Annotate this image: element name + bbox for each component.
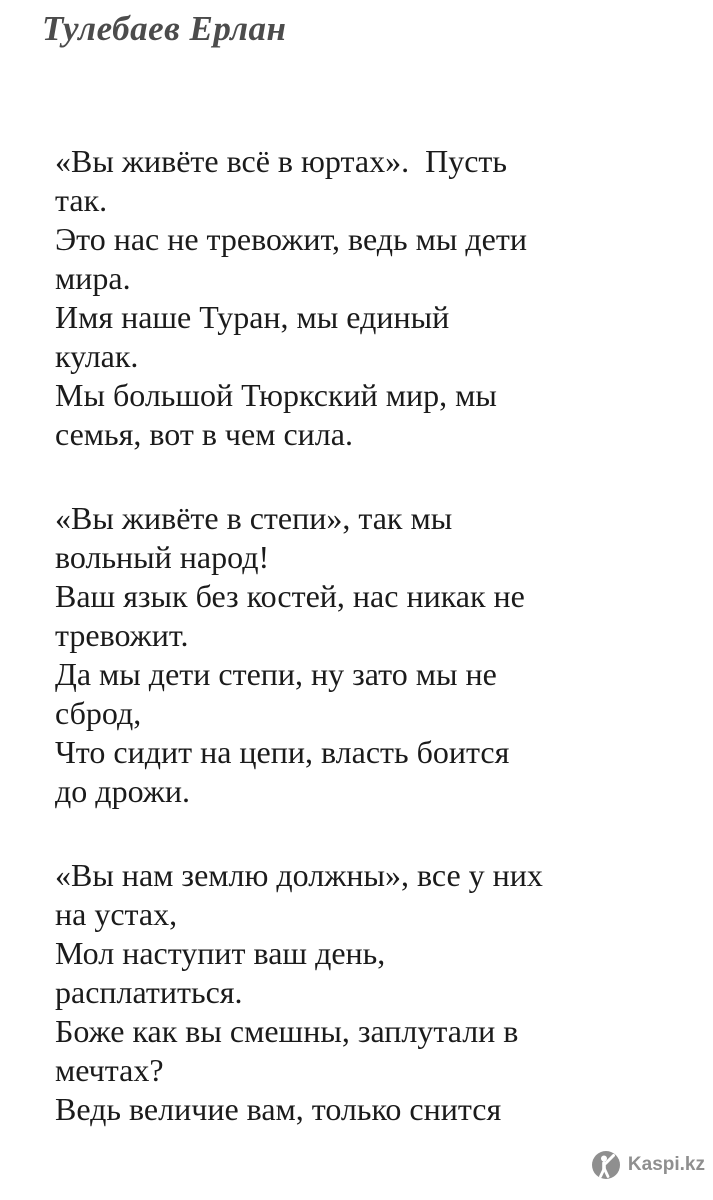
poem-line: на устах, <box>55 896 178 932</box>
page-title: Тулебаев Ерлан <box>42 9 287 48</box>
poem-line: «Вы живёте в степи», так мы <box>55 500 453 536</box>
poem-line: «Вы живёте всё в юртах». Пусть <box>55 143 507 179</box>
poem-line: вольный народ! <box>55 539 270 575</box>
kaspi-logo-icon <box>591 1150 621 1180</box>
stanza <box>55 499 673 811</box>
poem-line: Мы большой Тюркский мир, мы <box>55 377 497 413</box>
poem-line: Что сидит на цепи, власть боится <box>55 734 510 770</box>
kaspi-watermark <box>591 1150 705 1180</box>
watermark-label: Kaspi.kz <box>627 1154 705 1175</box>
poem-line: так. <box>55 182 108 218</box>
poem-line: расплатиться. <box>55 974 243 1010</box>
poem-line: мечтах? <box>55 1052 164 1088</box>
poem-line: до дрожи. <box>55 773 190 809</box>
poem-line: Ваш язык без костей, нас никак не <box>55 578 525 614</box>
poem-line: тревожит. <box>55 617 189 653</box>
poem-line: кулак. <box>55 338 139 374</box>
poem-line: Имя наше Туран, мы единый <box>55 299 450 335</box>
poem-line: семья, вот в чем сила. <box>55 416 353 452</box>
poem-line: Ведь величие вам, только снится <box>55 1091 502 1127</box>
poem-body <box>55 142 673 1174</box>
poem-line: Это нас не тревожит, ведь мы дети <box>55 221 527 257</box>
poem-line: Да мы дети степи, ну зато мы не <box>55 656 497 692</box>
stanza <box>55 856 673 1129</box>
poem-line: Боже как вы смешны, заплутали в <box>55 1013 519 1049</box>
poem-line: мира. <box>55 260 131 296</box>
poem-line: сброд, <box>55 695 142 731</box>
poem-line: Мол наступит ваш день, <box>55 935 386 971</box>
poem-line: «Вы нам землю должны», все у них <box>55 857 543 893</box>
stanza <box>55 142 673 454</box>
